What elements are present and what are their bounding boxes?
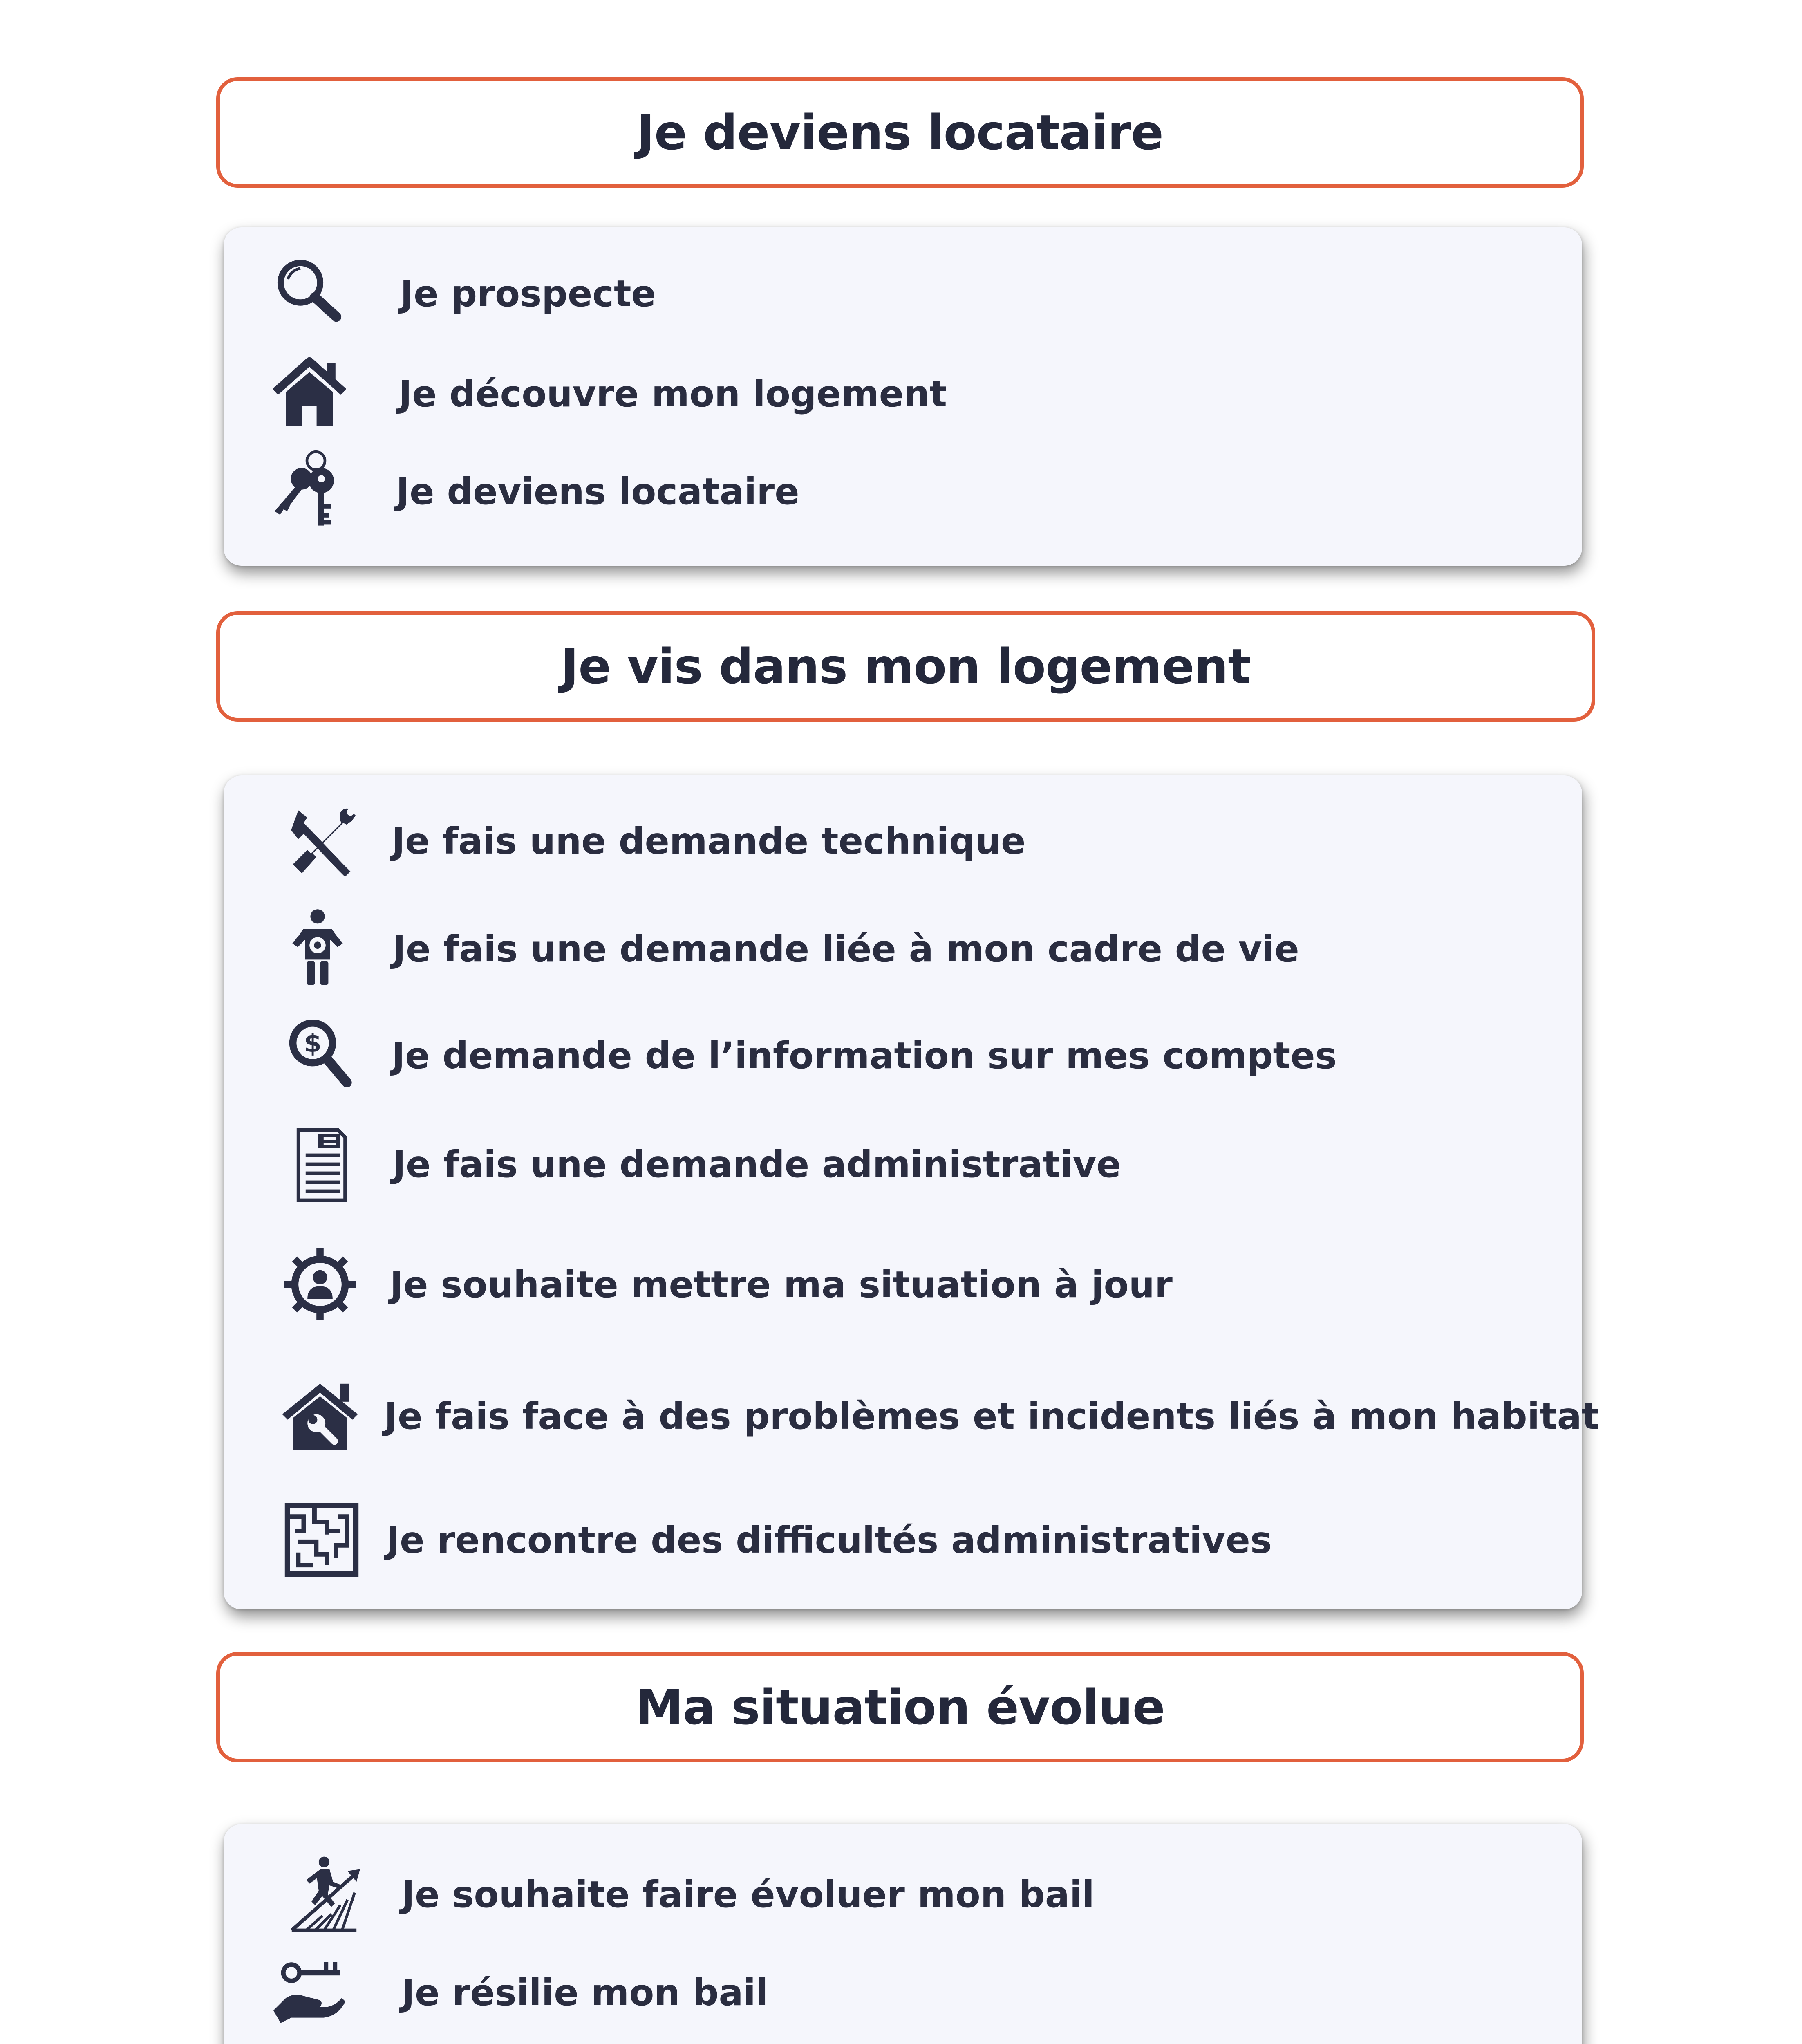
list-item-label: Je souhaite faire évoluer mon bail (401, 1873, 1095, 1916)
list-item-label: Je fais une demande liée à mon cadre de vie (392, 928, 1299, 970)
svg-text:$: $ (304, 1029, 322, 1058)
list-item-label: Je souhaite mettre ma situation à jour (390, 1263, 1173, 1306)
section-header-evolue (216, 1652, 1584, 1762)
house-icon (264, 349, 354, 439)
house-wrench-icon (275, 1371, 365, 1461)
stairs-runner-icon (279, 1849, 369, 1939)
list-item-label: Je deviens locataire (396, 470, 799, 513)
section-title: Ma situation évolue (635, 1679, 1165, 1735)
section-title: Je vis dans mon logement (561, 638, 1251, 695)
list-item-label: Je résilie mon bail (401, 1971, 768, 2014)
list-item-label: Je fais face à des problèmes et incidents liés à mon habitat (384, 1395, 1599, 1437)
section-panel-logement (224, 775, 1599, 1609)
hand-key-icon (264, 1948, 354, 2037)
section-panel-locataire (224, 227, 1582, 566)
list-item-label: Je prospecte (400, 272, 656, 315)
list-item-label: Je découvre mon logement (398, 372, 947, 415)
list-item-label: Je fais une demande technique (392, 820, 1026, 862)
list-item-label: Je demande de l’information sur mes comptes (392, 1034, 1337, 1077)
section-header-locataire (216, 77, 1584, 188)
dollar-magnifier-icon (277, 1011, 367, 1100)
person-gear-icon (273, 904, 363, 994)
maze-icon (277, 1495, 367, 1585)
magnifier-icon (264, 249, 354, 338)
section-header-logement (216, 611, 1595, 722)
list-item-label: Je fais une demande administrative (392, 1143, 1121, 1186)
wrench-screwdriver-icon (277, 796, 367, 886)
gear-person-icon (275, 1239, 365, 1329)
keys-icon (262, 446, 352, 536)
section-title: Je deviens locataire (636, 104, 1164, 161)
document-icon (275, 1119, 365, 1209)
list-item-label: Je rencontre des difficultés administratives (386, 1519, 1272, 1561)
section-panel-evolue (224, 1824, 1582, 2044)
